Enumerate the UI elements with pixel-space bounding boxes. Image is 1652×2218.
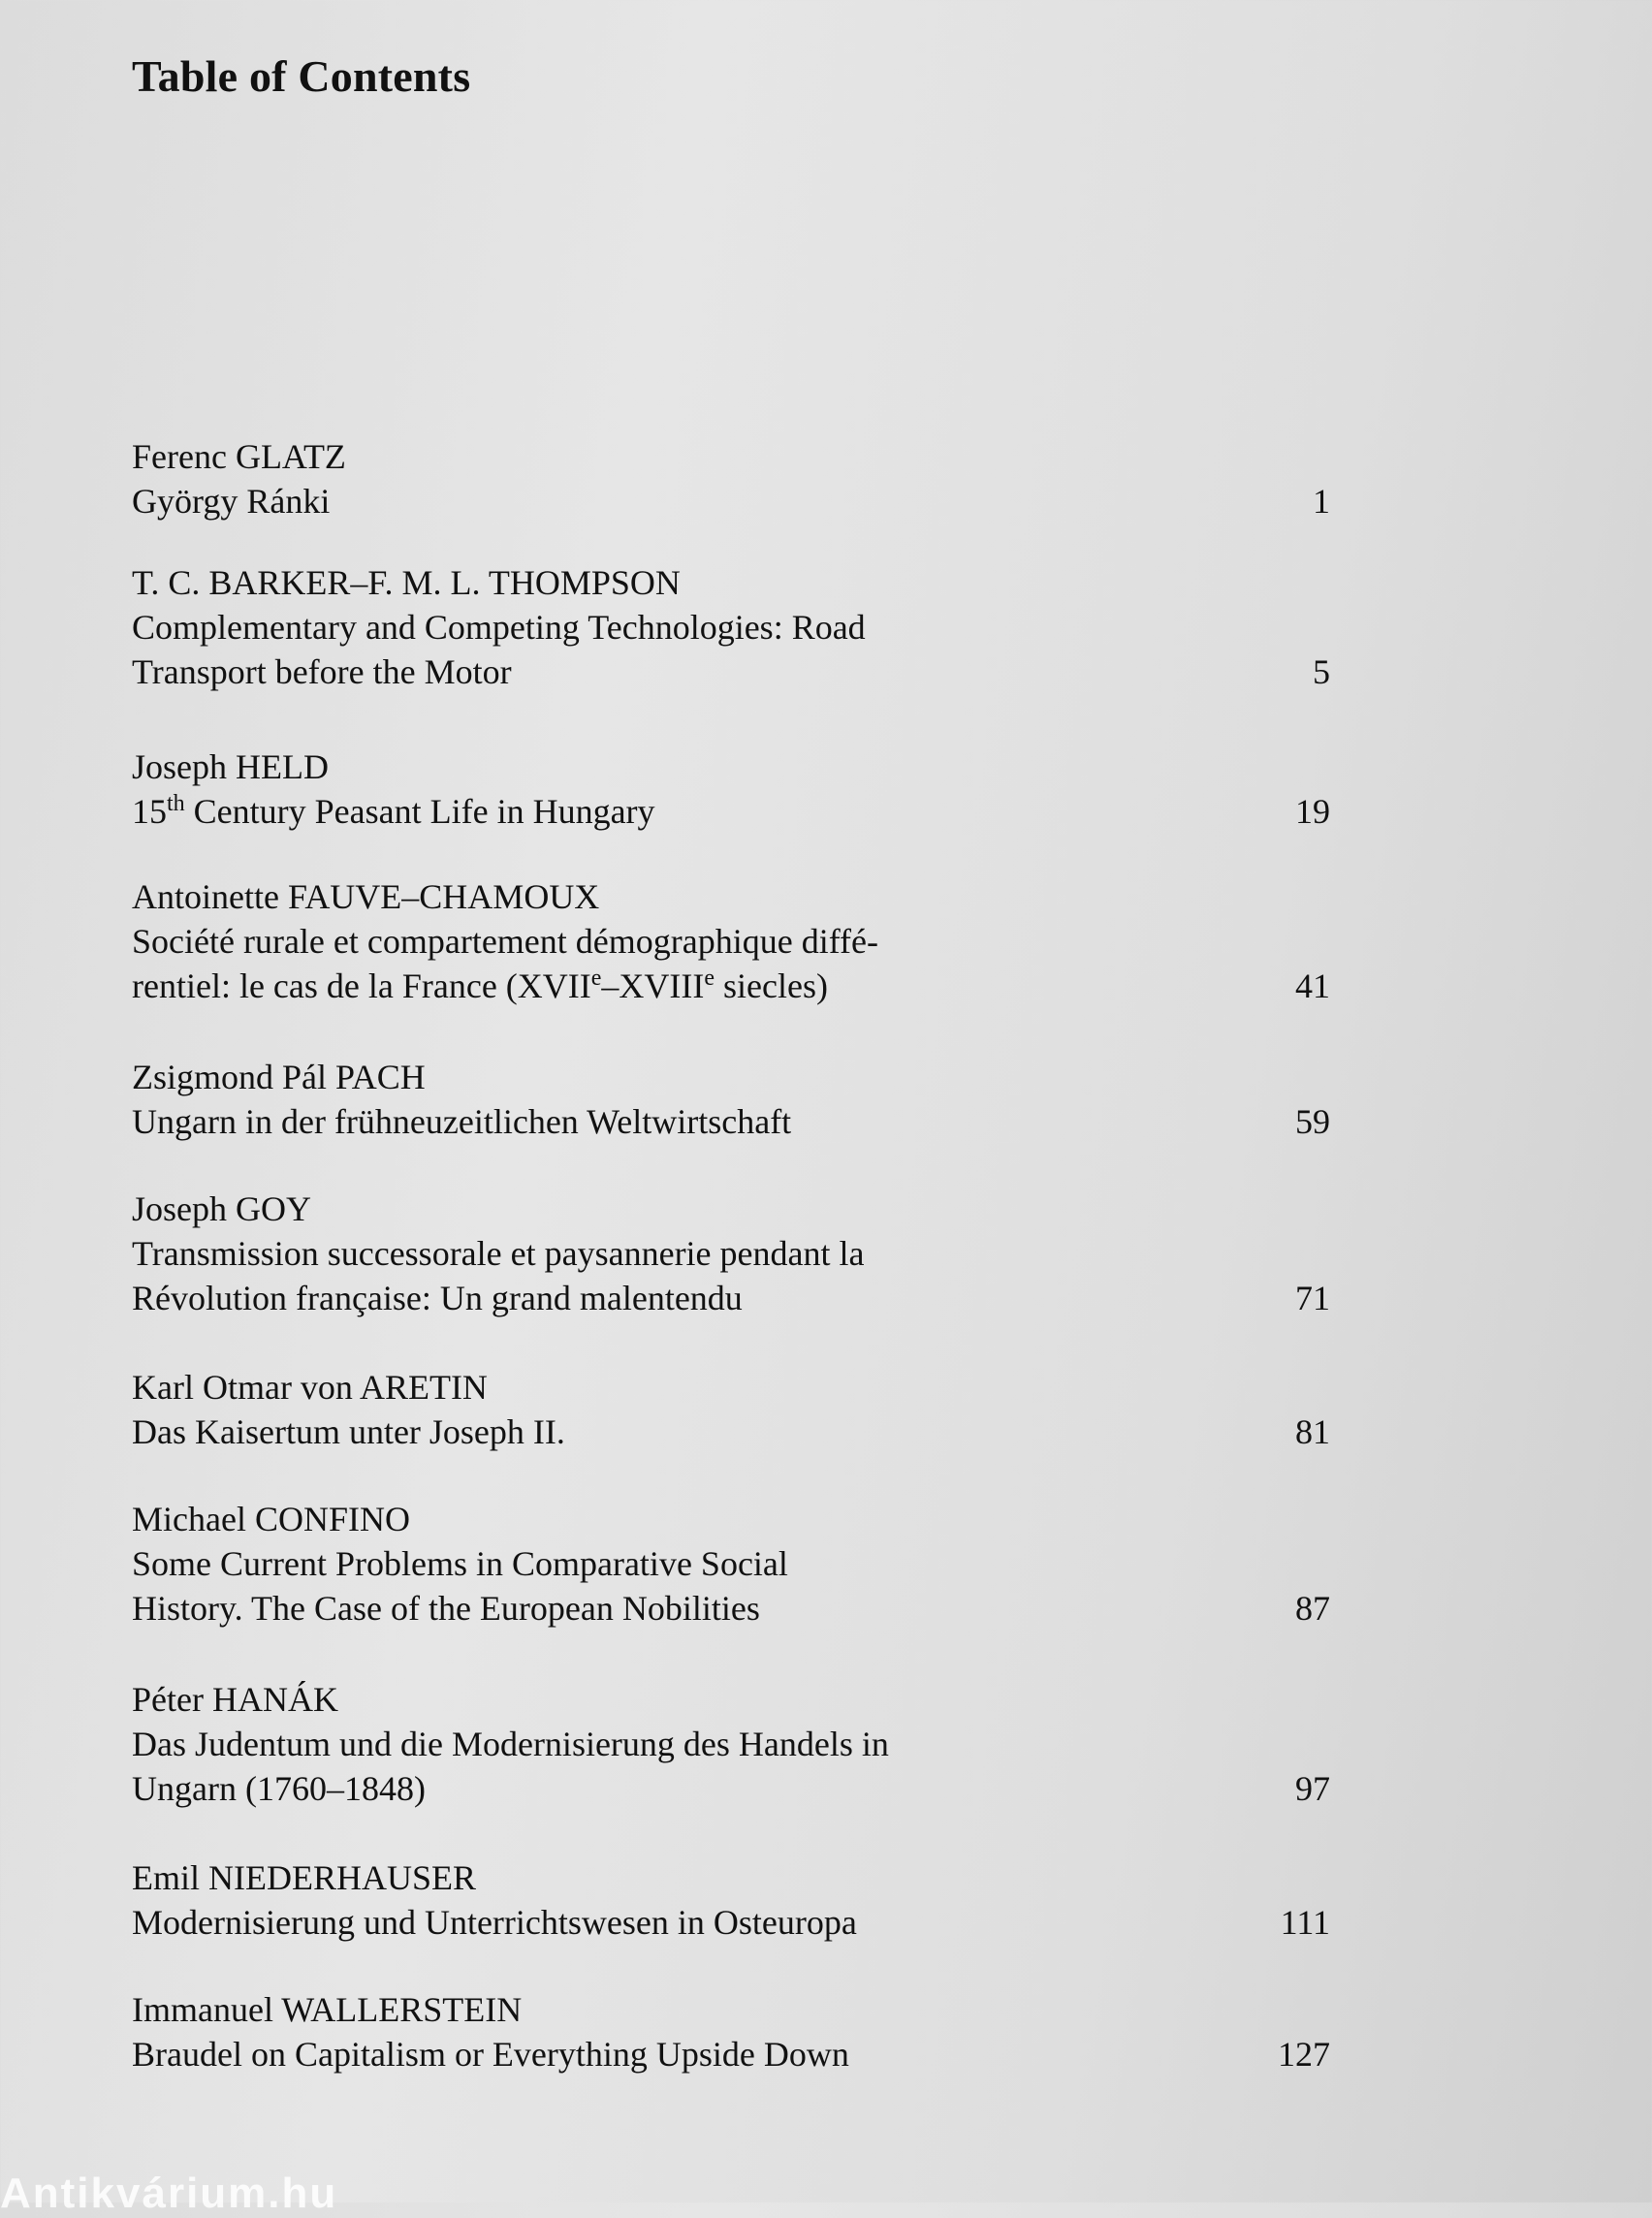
entry-page-number: 81 <box>1295 1412 1330 1451</box>
toc-entry-hanak <box>132 1677 1330 1811</box>
toc-entry-held <box>132 745 1330 834</box>
entry-title-line: History. The Case of the European Nobilities <box>132 1589 760 1628</box>
entry-author: Joseph HELD <box>132 747 329 786</box>
entry-page-number: 59 <box>1295 1102 1330 1141</box>
entry-title-line: Transport before the Motor <box>132 652 512 691</box>
entry-title-line: Das Judentum und die Modernisierung des Handels in <box>132 1725 889 1763</box>
entry-page-number: 111 <box>1280 1903 1330 1942</box>
entry-title-line: Braudel on Capitalism or Everything Upside Down <box>132 2035 849 2074</box>
toc-entry-aretin <box>132 1365 1330 1454</box>
entry-title-line: Société rurale et compartement démographique diffé- <box>132 922 879 961</box>
toc-entry-goy <box>132 1187 1330 1320</box>
entry-title-line: Ungarn (1760–1848) <box>132 1769 426 1808</box>
entry-page-number: 19 <box>1295 792 1330 831</box>
title-ordinal: 15th <box>132 791 185 831</box>
entry-author: Emil NIEDERHAUSER <box>132 1858 476 1897</box>
entry-author: Zsigmond Pál PACH <box>132 1058 426 1096</box>
entry-page-number: 5 <box>1313 652 1330 691</box>
entry-title-line: Complementary and Competing Technologies: Road <box>132 608 866 647</box>
entry-title-line: 15th Century Peasant Life in Hungary <box>132 791 655 831</box>
toc-entry-wallerstein <box>132 1987 1330 2076</box>
entry-page-number: 127 <box>1278 2035 1330 2074</box>
toc-entry-glatz <box>132 434 1330 523</box>
entry-page-number: 97 <box>1295 1769 1330 1808</box>
toc-entry-confino <box>132 1497 1330 1631</box>
entry-author: Antoinette FAUVE–CHAMOUX <box>132 877 600 916</box>
entry-title-line: Transmission successorale et paysannerie pendant la <box>132 1234 865 1273</box>
entry-title-line: György Ránki <box>132 482 331 521</box>
entry-author: T. C. BARKER–F. M. L. THOMPSON <box>132 563 681 602</box>
entry-title-line: Some Current Problems in Comparative Social <box>132 1544 788 1583</box>
toc-entry-fauve-chamoux <box>132 874 1330 1008</box>
toc-entry-barker-thompson <box>132 560 1330 694</box>
watermark: Antikvárium.hu <box>0 2170 338 2217</box>
toc-entry-niederhauser <box>132 1855 1330 1945</box>
entry-title-line: Das Kaisertum unter Joseph II. <box>132 1412 565 1451</box>
entry-title-line: Modernisierung und Unterrichtswesen in Osteuropa <box>132 1903 857 1942</box>
page-title: Table of Contents <box>132 51 471 101</box>
toc-entry-pach <box>132 1055 1330 1144</box>
entry-page-number: 41 <box>1295 966 1330 1005</box>
entry-author: Joseph GOY <box>132 1189 311 1228</box>
entry-page-number: 1 <box>1313 482 1330 521</box>
entry-author: Immanuel WALLERSTEIN <box>132 1990 523 2029</box>
entry-title-line: rentiel: le cas de la France (XVIIe–XVIIIe siecles) <box>132 966 828 1005</box>
entry-page-number: 71 <box>1295 1279 1330 1317</box>
entry-author: Ferenc GLATZ <box>132 437 346 476</box>
entry-author: Michael CONFINO <box>132 1500 410 1538</box>
entry-title-line: Ungarn in der frühneuzeitlichen Weltwirtschaft <box>132 1102 792 1141</box>
entry-title-line: Révolution française: Un grand malentendu <box>132 1279 743 1317</box>
entry-author: Péter HANÁK <box>132 1680 338 1719</box>
entry-page-number: 87 <box>1295 1589 1330 1628</box>
entry-author: Karl Otmar von ARETIN <box>132 1368 488 1407</box>
